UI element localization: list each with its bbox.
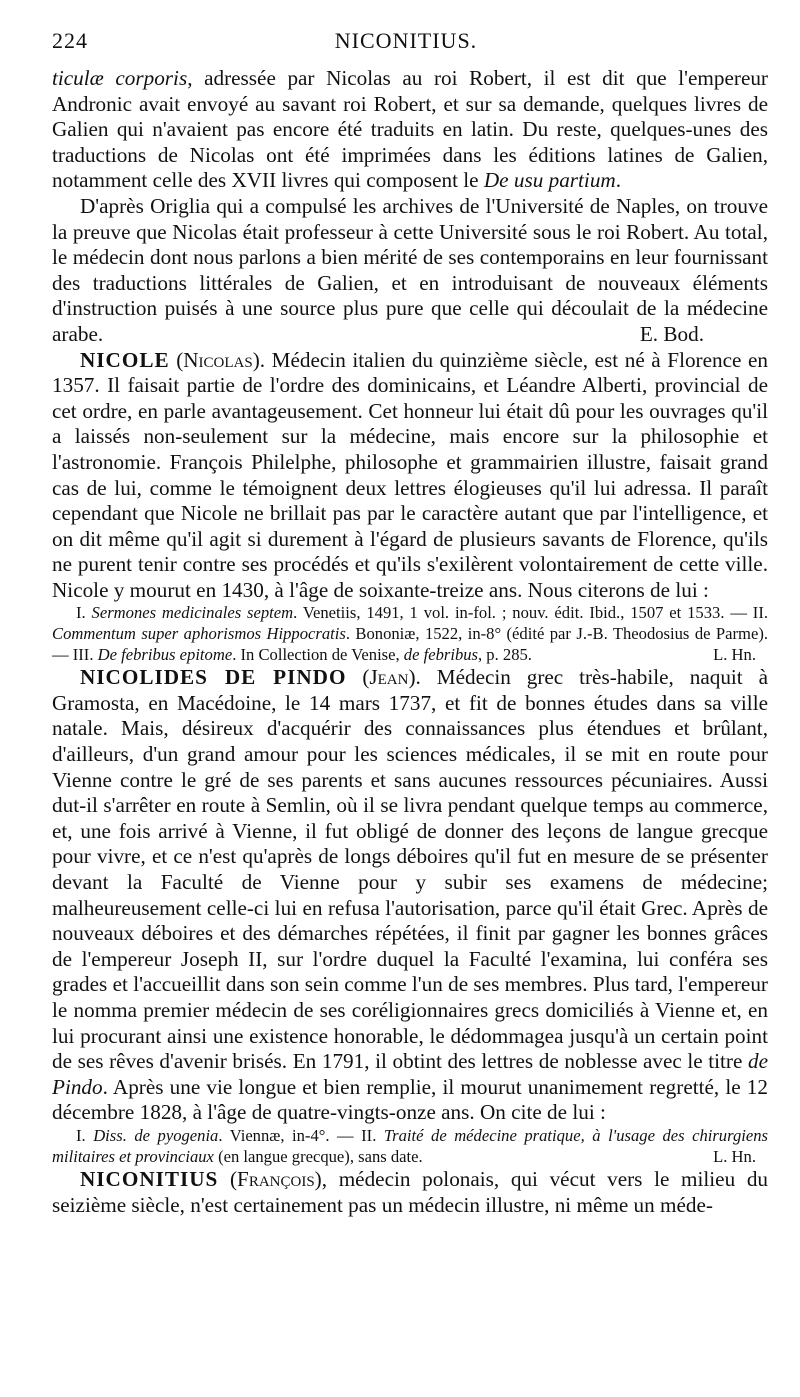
text-niconitius: , médecin polonais, qui vécut vers le milieu du seizième siècle, n'est certainement pas un médecin illustre, ni même un méde- — [52, 1167, 769, 1217]
headword-niconitius: NICONITIUS — [80, 1167, 219, 1192]
page-header — [52, 28, 760, 62]
text-nicole: . Médecin italien du quinzième siècle, est né à Florence en 1357. Il faisait partie de l'ordre des dominicains, et Léandre Alberti, provincial de cet ordre, en parle avantageusement. Cet honneur lui était dû pour les ouvrages qu'il a laissés non-seulement sur la médecine, mais encore sur la philosophie et l'astronomie. François Philelphe, philosophe et grammairien illustre, faisait grand cas de lui, comme le témoignent deux lettres élogieuses qu'il lui adressa. Il paraît cependant que Nicole ne brillait pas par le caractère autant que par l'intelligence, et on dit même qu'il agit si durement à l'égard de plusieurs savants de Florence, qu'ils ne purent tenir contre ses procédés et qu'ils s'exilèrent volontairement de cette ville. Nicole y mourut en 1430, à l'âge de soixante-treize ans. Nous citerons de lui : — [52, 347, 768, 602]
name-nicolides: (Jean) — [362, 665, 416, 690]
page-number: 224 — [52, 28, 88, 53]
text-nicolides: . Médecin grec très-habile, naquit à Gramosta, en Macédoine, le 14 mars 1737, et fit de bonnes études dans sa ville natale. Mais, désireux d'acquérir des connaissances plus étendues et brûlant, d'ailleurs, d'un grand amour pour les sciences médicales, il se mit en route pour Vienne contre le gré de ses parents et sans aucunes ressources pécuniaires. Aussi dut-il s'arrêter en route à Semlin, où il se livra pendant quelque temps au commerce, et, une fois arrivé à Vienne, il fut obligé de donner des leçons de langue grecque pour vivre, et ce n'est qu'après de longs déboires qu'il fut en mesure de se présenter devant la Faculté de Vienne pour y subir ses examens de médecine; malheureusement celle-ci lui en refusa l'autorisation, parce qu'il était Grec. Après de nouveaux déboires et des démarches répétées, il finit par gagner les bonnes grâces de l'empereur Joseph II, sur l'ordre duquel la Faculté l'examina, lui conféra ses grades et l'accueillit dans son sein comme l'un de ses membres. Plus tard, l'empereur le nomma premier médecin de ses coréligionnaires grecs domiciliés à Vienne et, en lui procurant ainsi une existence honorable, le dédommagea jusqu'à un certain point de ses rêves d'avenir brisés. En 1791, il obtint des lettres de noblesse avec le titre — [52, 665, 768, 1074]
continuation-end: . — [615, 168, 622, 193]
work-detail: (en langue grecque), sans date. — [213, 1146, 423, 1166]
works-signature: L. Hn. — [713, 644, 756, 664]
work-detail: . Venetiis, 1491, 1 vol. in-fol. ; nouv. édit. Ibid., 1507 et 1533. — II. — [293, 603, 768, 623]
work-num: I. — [76, 603, 92, 623]
continuation-text: , adressée par Nicolas au roi Robert, il est dit que l'empereur Andronic avait envoyé au savant roi Robert, et sur sa demande, quelques livres de Galien qui n'avaient pas encore été traduits en latin. Du reste, quelques-unes des traductions de Nicolas ont été imprimées dans les éditions latines de Galien, notamment celle des XVII livres qui composent le — [52, 66, 768, 193]
text2-nicolides: . Après une vie longue et bien remplie, il mourut unanimement regretté, le 12 décembre 1828, à l'âge de quatre-vingts-onze ans. On cite de lui : — [52, 1074, 768, 1125]
works-nicolides — [52, 1126, 768, 1167]
page-body — [52, 66, 768, 1218]
continuation-title: De usu partium — [483, 168, 616, 193]
entry-nicolides — [52, 665, 768, 1126]
entry-niconitius — [52, 1167, 768, 1218]
work-detail: . In Collection de Venise, — [232, 644, 404, 664]
work-title: Sermones medicinales septem — [91, 603, 294, 623]
work-title: de febribus — [403, 644, 478, 664]
origlia-signature-text: E. Bod. — [639, 321, 704, 346]
continuation-lead: ticulæ corporis — [52, 66, 188, 90]
name-nicole: (Nicolas) — [176, 347, 260, 372]
origlia-text: D'après Origlia qui a compulsé les archives de l'Université de Naples, on trouve la preuve que Nicolas était professeur à cette Université sous le roi Robert. Au total, le médecin dont nous parlons a bien mérité de ses contemporains en leur fournissant des traductions littérales de Galien, et en introduisant de nouveaux éléments d'instruction puisés à une source plus pure que celle qui découlait de la médecine arabe. — [52, 193, 768, 346]
work-title: De febribus epitome — [97, 644, 233, 664]
work-title: Commentum super aphorismos Hippocratis — [52, 624, 346, 644]
work-title: Diss. de pyogenia — [93, 1125, 219, 1145]
origlia-paragraph — [52, 194, 768, 348]
continuation-paragraph — [52, 66, 768, 194]
work-detail: , p. 285. — [478, 644, 532, 664]
headword-nicole: NICOLE — [80, 347, 170, 372]
entry-nicole — [52, 348, 768, 604]
work-num: I. — [76, 1125, 94, 1145]
origlia-signature — [612, 322, 768, 348]
work-title: Traité de médecine pratique, à l'usage des chirurgiens militaires et provinciaux — [52, 1125, 768, 1166]
work-detail: . Viennæ, in-4°. — II. — [218, 1125, 384, 1145]
works-nicole — [52, 603, 768, 665]
work-detail: . Bononiæ, 1522, in-8° (édité par J.-B. Theodosius de Parme). — III. — [52, 624, 768, 664]
name-niconitius: (François) — [230, 1167, 322, 1192]
headword-nicolides: NICOLIDES DE PINDO — [80, 665, 347, 690]
running-title: NICONITIUS. — [334, 28, 478, 53]
title-nicolides: de Pindo — [52, 1049, 768, 1099]
works-signature: L. Hn. — [713, 1146, 756, 1166]
